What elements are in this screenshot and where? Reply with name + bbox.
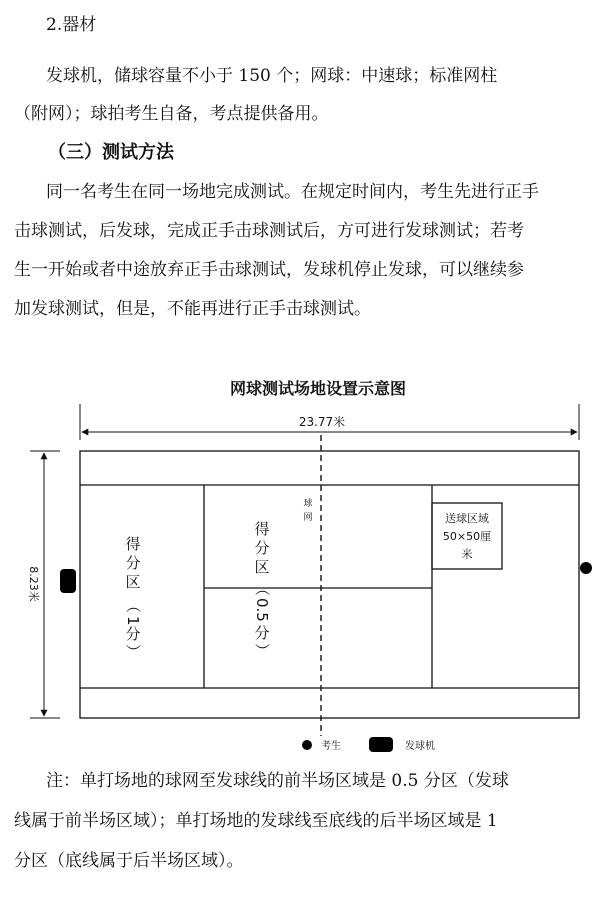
ball-machine-marker [60, 569, 76, 593]
serve-zone-label-1: 送球区域 [445, 512, 489, 525]
zone-05pt-label-5: 0.5 [253, 598, 271, 622]
width-label: 8.23米 [27, 566, 40, 602]
zone-1pt-label-1: 得 [125, 535, 141, 553]
legend-examinee-label: 考生 [321, 741, 341, 752]
note-line-3: 分区（底线属于后半场区域）。 [14, 851, 244, 871]
legend-machine-label: 发球机 [405, 741, 435, 752]
zone-05pt-label-7: ） [253, 643, 271, 659]
examinee-marker [580, 562, 592, 574]
legend-examinee-dot [302, 740, 312, 750]
method-para-line-2: 击球测试，后发球，完成正手击球测试后，方可进行发球测试；若考 [14, 221, 524, 241]
zone-1pt-label-7: ） [124, 644, 142, 660]
method-para-line-4: 加发球测试，但是，不能再进行正手击球测试。 [14, 299, 371, 319]
zone-05pt-label-3: 区 [254, 558, 270, 576]
note-line-1: 注：单打场地的球网至发球线的前半场区域是 0.5 分区（发球 [46, 771, 509, 791]
legend-machine-shape [369, 737, 393, 752]
diagram-title: 网球测试场地设置示意图 [229, 379, 407, 398]
method-para-line-3: 生一开始或者中途放弃正手击球测试，发球机停止发球，可以继续参 [14, 260, 524, 280]
method-para-line-1: 同一名考生在同一场地完成测试。在规定时间内，考生先进行正手 [46, 182, 539, 202]
serve-zone-label-2: 50×50厘 [442, 530, 492, 543]
method-heading: （三）测试方法 [48, 142, 174, 163]
serve-zone-label-3: 米 [461, 548, 473, 561]
equipment-para-line-1: 发球机，储球容量不小于 150 个；网球：中速球；标准网柱 [46, 66, 498, 86]
court-diagram-svg [0, 360, 610, 770]
zone-1pt-label-3: 区 [125, 573, 141, 591]
court-outline [80, 451, 579, 718]
court-diagram [0, 360, 610, 770]
zone-05pt-label-6: 分 [254, 624, 270, 642]
length-label: 23.77米 [298, 415, 346, 429]
zone-1pt-label-4: （ [124, 598, 142, 614]
zone-1pt-label-5: 1 [124, 616, 142, 626]
zone-05pt-label-4: （ [253, 581, 271, 597]
zone-05pt-label-2: 分 [254, 539, 270, 557]
equipment-para-line-2: （附网）；球拍考生自备，考点提供备用。 [14, 104, 329, 124]
note-line-2: 线属于前半场区域）；单打场地的发球线至底线的后半场区域是 1 [14, 811, 498, 831]
zone-1pt-label-2: 分 [125, 554, 141, 572]
zone-05pt-label-1: 得 [254, 520, 270, 538]
zone-1pt-label-6: 分 [125, 625, 141, 643]
equipment-heading: 2.器材 [46, 15, 97, 35]
net-label-2: 网 [303, 513, 313, 523]
net-label-1: 球 [303, 499, 313, 509]
